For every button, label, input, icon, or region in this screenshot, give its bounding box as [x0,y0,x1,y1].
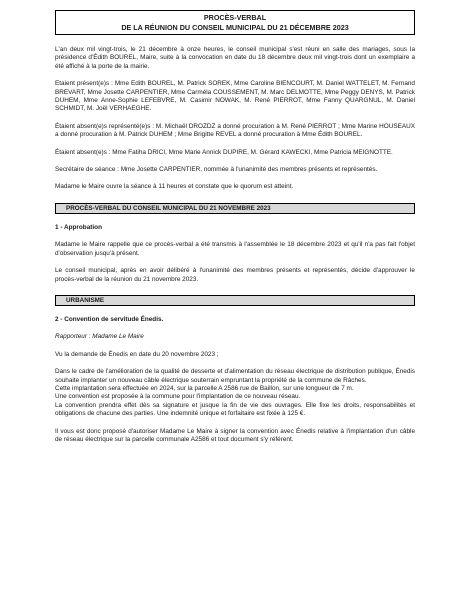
demand-line: Vu la demande de Énedis en date du 20 novembre 2023 ; [55,350,219,358]
opening-paragraph: Madame le Maire ouvre la séance à 11 heures et constate que le quorum est atteint. [55,183,294,191]
approval-paragraph-1: Madame le Maire rappelle que ce procès-verbal a été transmis à l'assemblée le 18 décembre 2023 et qu'il n'a pas fait l'objet d'observation jusqu'à présent. [55,241,415,257]
intro-paragraph: L'an deux mil vingt-trois, le 21 décembre à onze heures, le conseil municipal s'est réuni en salle des mariages, sous la présidence d'Édith BOUREL, Maire, suite à la convocation en date du 18 décembre deux mil vingt-trois dont un exemplaire a été affiché à la porte de la mairie. [55,46,415,70]
document-title: PROCÈS-VERBAL [203,13,267,22]
represented-members-paragraph: Étaient absent(e)s représenté(e)s : M. Michaël DROZDZ a donné procuration à M. René PIERROT ; Mme Marine HOUSEAUX a donné procuration à M. Patrick DUHEM ; Mme Brigitte REVEL a donné procuration à Mme Édith BOUREL. [55,122,415,139]
approval-paragraph-2: Le conseil municipal, après en avoir délibéré à l'unanimité des membres présents et représentés, décide d'approuver le procès-verbal de la réunion du 21 novembre 2023. [55,267,415,283]
context-line: La convention prendra effet dès sa signature et jusque la fin de vie des ouvrages. Elle fixe les droits, responsabilités et obligations de chacune des parties. Une indemnité unique et forfaitaire est fixée à 125 €. [55,401,415,418]
approval-heading: 1 - Approbation [55,223,102,231]
section-bar-proces-verbal: PROCÈS-VERBAL DU CONSEIL MUNICIPAL DU 21 NOVEMBRE 2023 [55,203,415,214]
context-line: Une convention est proposée à la commune pour l'implantation de ce nouveau réseau. [55,393,301,401]
document-subtitle: DE LA RÉUNION DU CONSEIL MUNICIPAL DU 21 DÉCEMBRE 2023 [121,22,349,32]
document-page [55,10,415,453]
context-block [55,368,415,418]
rapporteur-line: Rapporteur : Madame Le Maire [55,333,144,341]
proposal-paragraph: Il vous est donc proposé d'autoriser Madame Le Maire à signer la convention avec Énedis relative à l'implantation d'un câble de réseau électrique sur la parcelle communale A2586 et tout document s'y référent. [55,427,415,443]
document-title-box [55,10,415,35]
present-members-paragraph: Etaient présent(e)s : Mme Edith BOUREL, M. Patrick SOREK, Mme Caroline BIENCOURT, M. Daniel WATTELET, M. Fernand BREVART, Mme Josette CARPENTIER, Mme Carméla COUSSEMENT, M. Marc DELMOTTE, Mme Peggy DENYS, M. Patrick DUHEM, Mme Anne-Sophie LEFEBVRE, M. Casimir NOWAK, M. René PIERROT, Mme Fanny QUARGNUL, M. Daniel SCHMIDT, M. Joël VERHAEGHE. [55,80,415,113]
context-line: Cette implantation sera effectuée en 2024, sur la parcelle A 2586 rue de Baillon, sur une longueur de 7 m. [55,384,354,392]
absent-members-paragraph: Étaient absent(e)s : Mme Fatiha DRICI, Mme Marie Annick DUPIRE, M. Gérard KAWECKI, Mme Patricia MEIGNOTTE. [55,148,393,156]
secretary-paragraph: Secrétaire de séance : Mme Josette CARPENTIER, nommée à l'unanimité des membres présents et représentés. [55,166,378,174]
section-bar-urbanisme: URBANISME [55,295,415,306]
convention-heading: 2 - Convention de servitude Énedis. [55,315,164,323]
context-line: Dans le cadre de l'amélioration de la qualité de desserte et d'alimentation du réseau électrique de distribution publique, Énedis souhaite implanter un nouveau câble électrique souterrain empruntant la propriété de la commune de Râches. [55,368,415,384]
